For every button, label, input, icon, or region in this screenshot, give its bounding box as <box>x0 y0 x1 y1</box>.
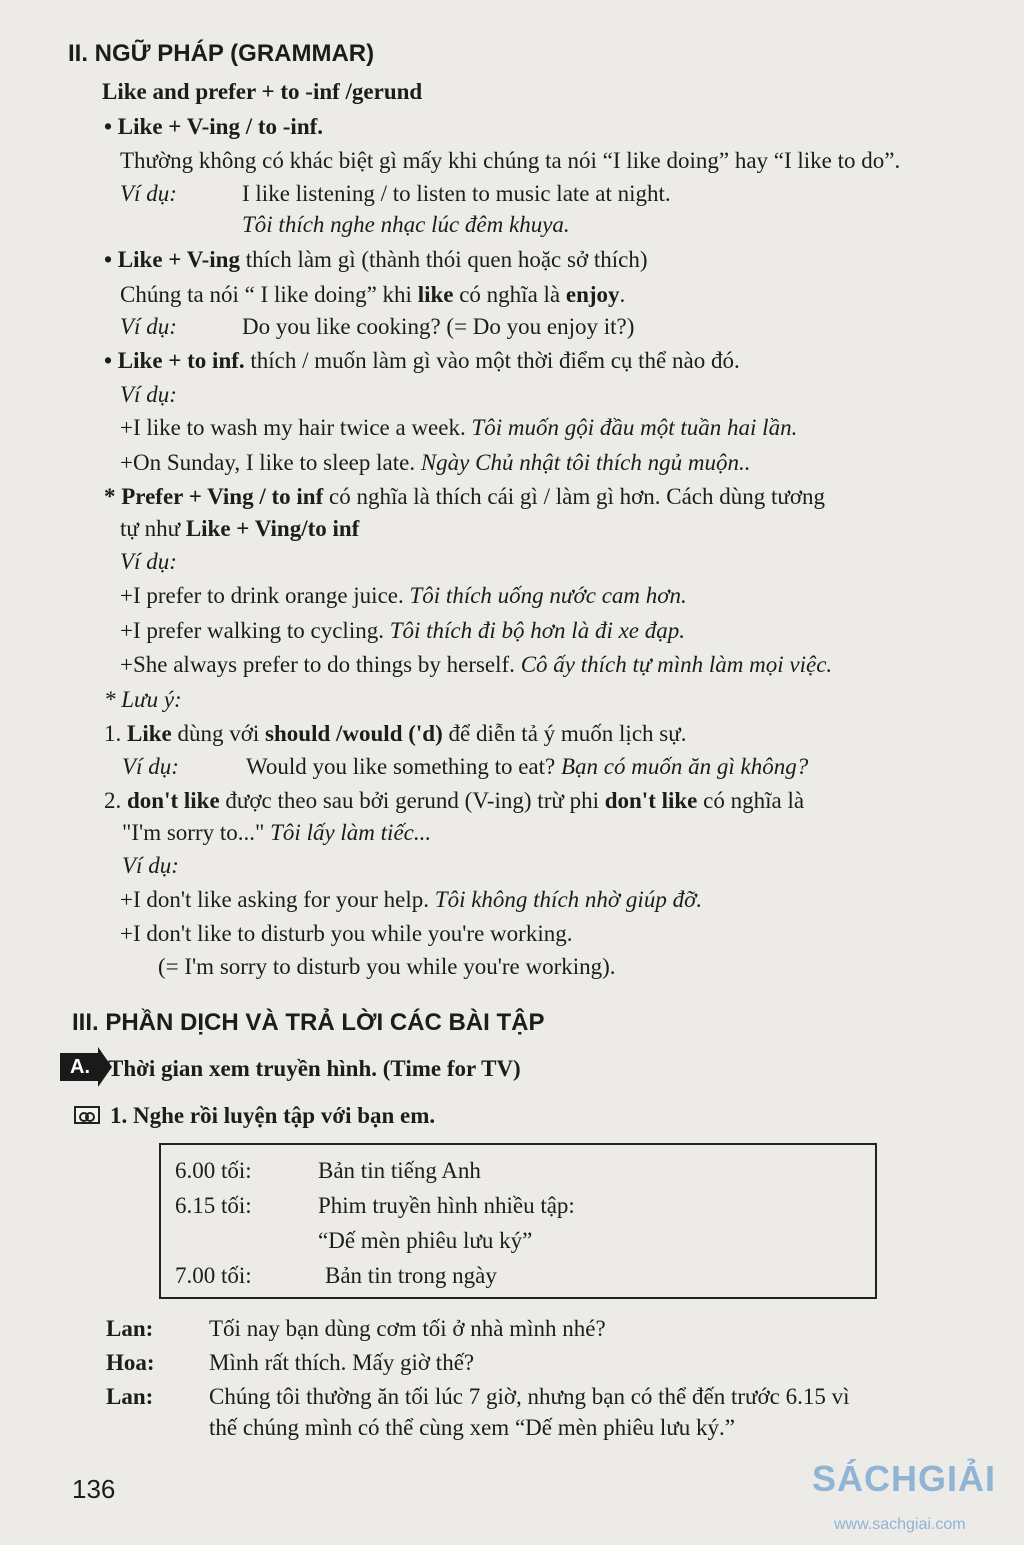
section-a-badge: A. <box>60 1053 100 1081</box>
keyword: Like <box>127 721 172 746</box>
bullet-meaning: thích / muốn làm gì vào một thời điểm cụ thể nào đó. <box>244 348 740 373</box>
text-run: Chúng ta nói “ I like doing” khi <box>120 282 418 307</box>
schedule-time: 7.00 tối: <box>175 1263 252 1288</box>
text-run: để diễn tả ý muốn lịch sự. <box>442 721 687 746</box>
example-english: +I prefer to drink orange juice. <box>120 583 410 608</box>
section-a-title: Thời gian xem truyền hình. (Time for TV) <box>108 1056 521 1081</box>
example-paraphrase: (= I'm sorry to disturb you while you're working). <box>158 954 616 979</box>
example-label: Ví dụ: <box>122 754 179 779</box>
example-label: Ví dụ: <box>120 382 177 407</box>
bullet-like-ving-toinf: • Like + V-ing / to -inf. <box>104 114 324 139</box>
dialogue-line: Chúng tôi thường ăn tối lúc 7 giờ, nhưng bạn có thể đến trước 6.15 vì <box>209 1384 850 1409</box>
dialogue-line: thế chúng mình có thể cùng xem “Dế mèn phiêu lưu ký.” <box>209 1415 735 1440</box>
example-english: +I don't like to disturb you while you're working. <box>120 921 573 946</box>
schedule-time: 6.15 tối: <box>175 1193 252 1218</box>
grammar-heading: II. NGỮ PHÁP (GRAMMAR) <box>68 40 375 67</box>
grammar-subheading: Like and prefer + to -inf /gerund <box>102 79 423 104</box>
example-label: Ví dụ: <box>120 549 177 574</box>
cassette-icon <box>74 1106 100 1124</box>
example-english: I like listening / to listen to music late at night. <box>242 181 671 206</box>
keyword-like: like <box>417 282 454 307</box>
bullet-like-toinf <box>104 347 740 375</box>
page-number: 136 <box>72 1474 116 1504</box>
text-run-italic: Tôi lấy làm tiếc... <box>270 820 432 845</box>
text-run: . <box>619 282 626 307</box>
dialogue-line: Tối nay bạn dùng cơm tối ở nhà mình nhé? <box>209 1316 606 1341</box>
text-run: "I'm sorry to..." <box>122 820 271 845</box>
example-english: Do you like cooking? (= Do you enjoy it?) <box>242 314 635 339</box>
schedule-show: Bản tin trong ngày <box>325 1263 497 1288</box>
example-english: +I don't like asking for your help. <box>120 887 435 912</box>
note-number: 2. <box>104 788 127 813</box>
text-run: được theo sau bởi gerund (V-ing) trừ phi <box>219 788 605 813</box>
example-line <box>120 449 751 477</box>
bullet-prefer <box>104 483 825 511</box>
example-vietnamese: Cô ấy thích tự mình làm mọi việc. <box>520 652 833 677</box>
example-line <box>120 886 702 914</box>
example-label: Ví dụ: <box>120 181 177 206</box>
example-label: Ví dụ: <box>120 314 177 339</box>
example-english: +She always prefer to do things by herself. <box>120 652 521 677</box>
keyword-enjoy: enjoy <box>565 282 620 307</box>
bullet2-description <box>120 281 625 309</box>
watermark-logo: SÁCHGIẢI <box>812 1458 997 1499</box>
example-vietnamese: Tôi thích nghe nhạc lúc đêm khuya. <box>242 212 570 237</box>
dialogue-speaker: Lan: <box>106 1316 154 1341</box>
note-label: * Lưu ý: <box>104 687 182 712</box>
example-line <box>120 651 832 679</box>
note-1 <box>104 720 686 748</box>
text-run: có nghĩa là <box>453 282 566 307</box>
section-heading: III. PHẦN DỊCH VÀ TRẢ LỜI CÁC BÀI TẬP <box>72 1009 545 1036</box>
bullet1-description: Thường không có khác biệt gì mấy khi chúng ta nói “I like doing” hay “I like to do”. <box>120 148 901 173</box>
note-number: 1. <box>104 721 127 746</box>
example-vietnamese: Tôi thích đi bộ hơn là đi xe đạp. <box>389 618 686 643</box>
schedule-time: 6.00 tối: <box>175 1158 252 1183</box>
keyword: don't like <box>127 788 220 813</box>
keyword-like-ving: Like + Ving/to inf <box>185 516 360 541</box>
note-2-line2 <box>122 819 431 847</box>
example-english: +I like to wash my hair twice a week. <box>120 415 472 440</box>
example-english: +I prefer walking to cycling. <box>120 618 390 643</box>
dialogue-line: Mình rất thích. Mấy giờ thế? <box>209 1350 475 1375</box>
example-label: Ví dụ: <box>122 853 179 878</box>
bullet-meaning: có nghĩa là thích cái gì / làm gì hơn. Cách dùng tương <box>323 484 826 509</box>
text-run: tự như <box>120 516 186 541</box>
example-english: +On Sunday, I like to sleep late. <box>120 450 421 475</box>
bullet-prefer-line2 <box>120 515 359 543</box>
example-vietnamese: Tôi muốn gội đầu một tuần hai lần. <box>471 415 798 440</box>
example-line <box>246 753 808 781</box>
example-line <box>120 617 685 645</box>
dialogue-speaker: Hoa: <box>106 1350 155 1375</box>
keyword: don't like <box>604 788 698 813</box>
bullet-title: * Prefer + Ving / to inf <box>104 484 324 509</box>
schedule-show: Bản tin tiếng Anh <box>318 1158 481 1183</box>
text-run: dùng với <box>171 721 266 746</box>
exercise-title: 1. Nghe rồi luyện tập với bạn em. <box>110 1103 436 1128</box>
keyword: should /would ('d) <box>265 721 443 746</box>
bullet-meaning: thích làm gì (thành thói quen hoặc sở thích) <box>239 247 648 272</box>
text-run: có nghĩa là <box>697 788 805 813</box>
bullet-like-ving <box>104 246 648 274</box>
example-english: Would you like something to eat? <box>246 754 561 779</box>
example-vietnamese: Tôi không thích nhờ giúp đỡ. <box>434 887 703 912</box>
bullet-title: • Like + to inf. <box>104 348 245 373</box>
example-line <box>120 582 687 610</box>
example-vietnamese: Tôi thích uống nước cam hơn. <box>409 583 687 608</box>
example-line <box>120 414 797 442</box>
schedule-show: Phim truyền hình nhiều tập: <box>318 1193 575 1218</box>
tv-schedule-box <box>159 1143 877 1299</box>
example-vietnamese: Ngày Chủ nhật tôi thích ngủ muộn.. <box>420 450 751 475</box>
dialogue-speaker: Lan: <box>106 1384 154 1409</box>
schedule-show: “Dế mèn phiêu lưu ký” <box>318 1228 533 1253</box>
watermark-url: www.sachgiai.com <box>834 1516 966 1533</box>
example-vietnamese: Bạn có muốn ăn gì không? <box>560 754 809 779</box>
note-2 <box>104 787 804 815</box>
bullet-title: • Like + V-ing <box>104 247 240 272</box>
